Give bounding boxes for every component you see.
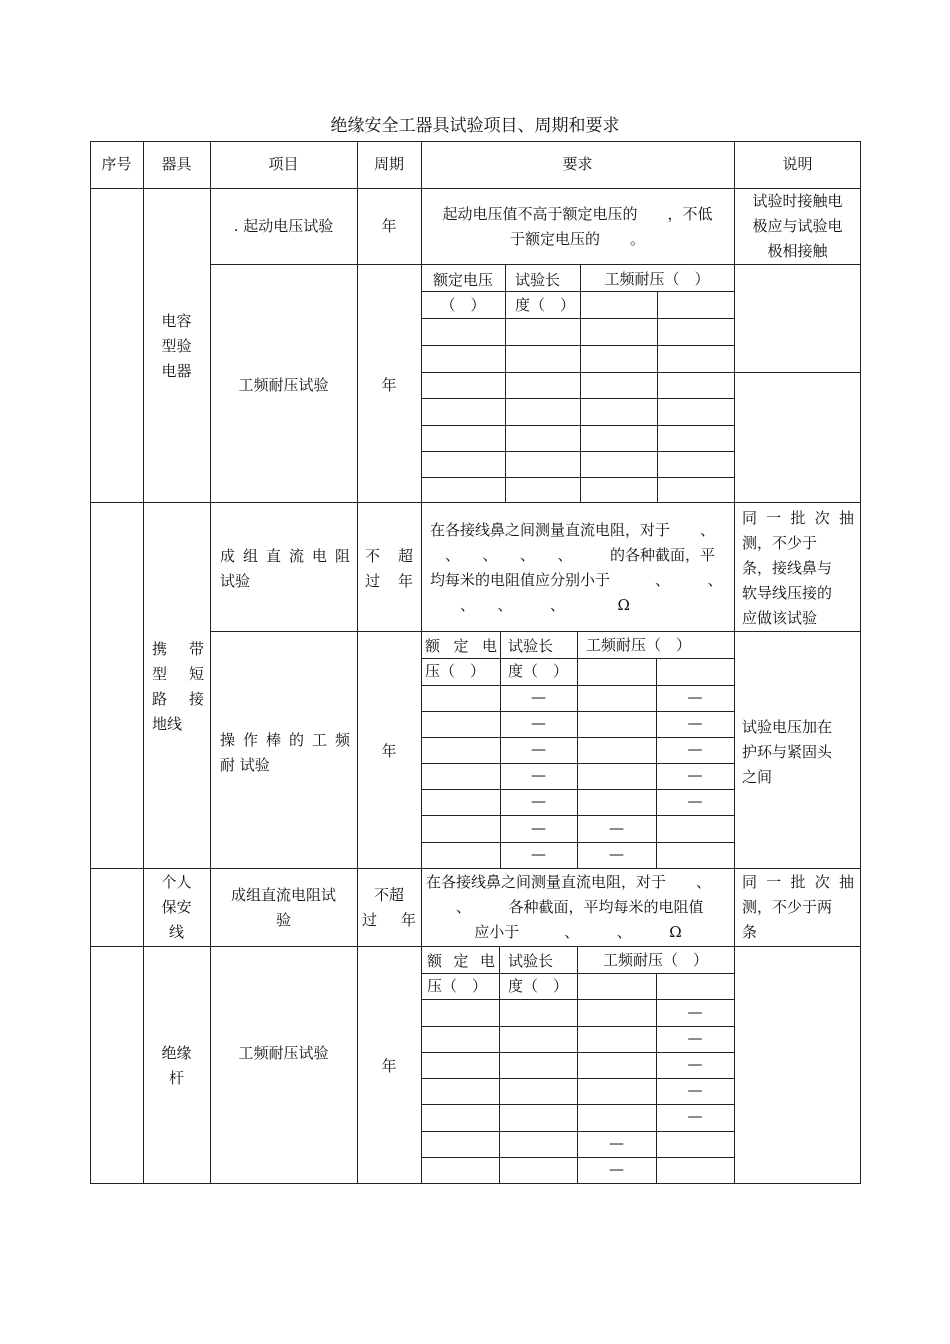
header-period: 周期 bbox=[373, 155, 404, 173]
subheader-rated-voltage: 额定电 压（ ） bbox=[425, 637, 497, 680]
period-value: 年 bbox=[381, 217, 397, 235]
item-name: . 起动电压试验 bbox=[233, 217, 334, 235]
section-border bbox=[90, 946, 861, 947]
subheader-test-length: 试验长 度（ ） bbox=[508, 952, 569, 995]
requirement-text: 在各接线鼻之间测量直流电阻，对于 、 、 各种截面，平均每米的电阻值 应小于 、 、 Ω bbox=[426, 873, 712, 941]
dash-mark: — bbox=[687, 1107, 703, 1125]
dash-mark: — bbox=[687, 1081, 703, 1099]
dash-mark: — bbox=[609, 1134, 624, 1152]
dash-mark: — bbox=[687, 1055, 703, 1073]
dash-mark: — bbox=[531, 714, 546, 732]
dash-mark: — bbox=[687, 792, 703, 810]
col-border bbox=[734, 141, 735, 1184]
header-tool: 器具 bbox=[161, 155, 192, 173]
subheader-withstand-voltage: 工频耐压（ ） bbox=[586, 636, 692, 654]
dash-mark: — bbox=[687, 740, 703, 758]
tool-name: 绝缘 杆 bbox=[161, 1044, 192, 1087]
period-value: 年 bbox=[381, 1057, 397, 1075]
item-name: 工频耐压试验 bbox=[238, 1044, 329, 1062]
row-border bbox=[210, 631, 861, 632]
dash-mark: — bbox=[531, 845, 546, 863]
header-req: 要求 bbox=[562, 155, 593, 173]
row-border bbox=[421, 425, 734, 426]
table-border-top bbox=[90, 141, 861, 142]
section-border bbox=[90, 868, 861, 869]
dash-mark: — bbox=[687, 766, 703, 784]
dash-mark: — bbox=[531, 819, 546, 837]
dash-mark: — bbox=[687, 1003, 703, 1021]
tool-name: 个人 保安 线 bbox=[161, 873, 192, 941]
period-value: 不 超 过 年 bbox=[365, 547, 413, 590]
section-border bbox=[90, 502, 861, 503]
col-border bbox=[657, 291, 658, 502]
col-border bbox=[143, 141, 144, 1184]
dash-mark: — bbox=[609, 1160, 624, 1178]
col-border bbox=[505, 264, 506, 502]
table-border-left bbox=[90, 141, 91, 1184]
item-name: 成组直流电阻 试验 bbox=[220, 547, 350, 590]
requirement-text: 在各接线鼻之间测量直流电阻，对于 、 、 、 、 、 的各种截面，平 均每米的电阻值应分别小于 、 、 、 、 、 Ω bbox=[430, 521, 723, 614]
row-border bbox=[421, 372, 861, 373]
period-value: 年 bbox=[381, 742, 397, 760]
subheader-rated-voltage: 额定电压 （ ） bbox=[432, 271, 493, 314]
row-border bbox=[210, 264, 861, 265]
item-name: 成组直流电阻试 验 bbox=[230, 886, 336, 929]
subheader-test-length: 试验长 度（ ） bbox=[508, 637, 569, 680]
tool-name: 电容 型验 电器 bbox=[161, 312, 192, 380]
dash-mark: — bbox=[531, 688, 546, 706]
requirement-text: 起动电压值不高于额定电压的 ，不低 于额定电压的 。 bbox=[442, 205, 713, 248]
subheader-test-length: 试验长 度（ ） bbox=[515, 271, 576, 314]
tool-name: 携 带 型 短 路 接 地线 bbox=[152, 640, 204, 733]
note-text: 试验电压加在 护环与紧固头 之间 bbox=[742, 718, 833, 786]
dash-mark: — bbox=[687, 1029, 703, 1047]
subheader-withstand-voltage: 工频耐压（ ） bbox=[604, 270, 710, 288]
header-item: 项目 bbox=[268, 155, 299, 173]
test-requirements-table bbox=[90, 141, 861, 1184]
dash-mark: — bbox=[531, 740, 546, 758]
dash-mark: — bbox=[531, 792, 546, 810]
table-border-bottom bbox=[90, 1183, 861, 1184]
dash-mark: — bbox=[687, 714, 703, 732]
col-border bbox=[580, 264, 581, 502]
row-border bbox=[421, 477, 734, 478]
dash-mark: — bbox=[687, 688, 703, 706]
col-border bbox=[499, 946, 500, 1183]
item-name: 工频耐压试验 bbox=[238, 376, 329, 394]
subheader-withstand-voltage: 工频耐压（ ） bbox=[602, 951, 708, 969]
row-border bbox=[421, 345, 734, 346]
dash-mark: — bbox=[609, 845, 624, 863]
note-text: 试验时接触电 极应与试验电 极相接触 bbox=[752, 192, 843, 260]
subheader-rated-voltage: 额定电 压（ ） bbox=[427, 952, 495, 995]
row-border bbox=[421, 318, 580, 319]
table-border-right bbox=[860, 141, 861, 1184]
col-border bbox=[210, 141, 211, 1184]
col-border bbox=[357, 141, 358, 1184]
page-title: 绝缘安全工器具试验项目、周期和要求 bbox=[330, 116, 620, 136]
dash-mark: — bbox=[609, 819, 624, 837]
dash-mark: — bbox=[531, 766, 546, 784]
note-text: 同 一 批 次 抽 测，不少于 条，接线鼻与 软导线压接的 应做该试验 bbox=[742, 509, 854, 627]
period-value: 不超 过 年 bbox=[362, 886, 416, 929]
row-border bbox=[421, 398, 734, 399]
note-text: 同 一 批 次 抽 测，不少于两 条 bbox=[742, 873, 854, 941]
header-seq: 序号 bbox=[101, 155, 132, 173]
period-value: 年 bbox=[381, 376, 397, 394]
row-border bbox=[421, 451, 734, 452]
item-name: 操作棒的工频 耐 试验 bbox=[220, 731, 350, 774]
header-note: 说明 bbox=[782, 155, 813, 173]
